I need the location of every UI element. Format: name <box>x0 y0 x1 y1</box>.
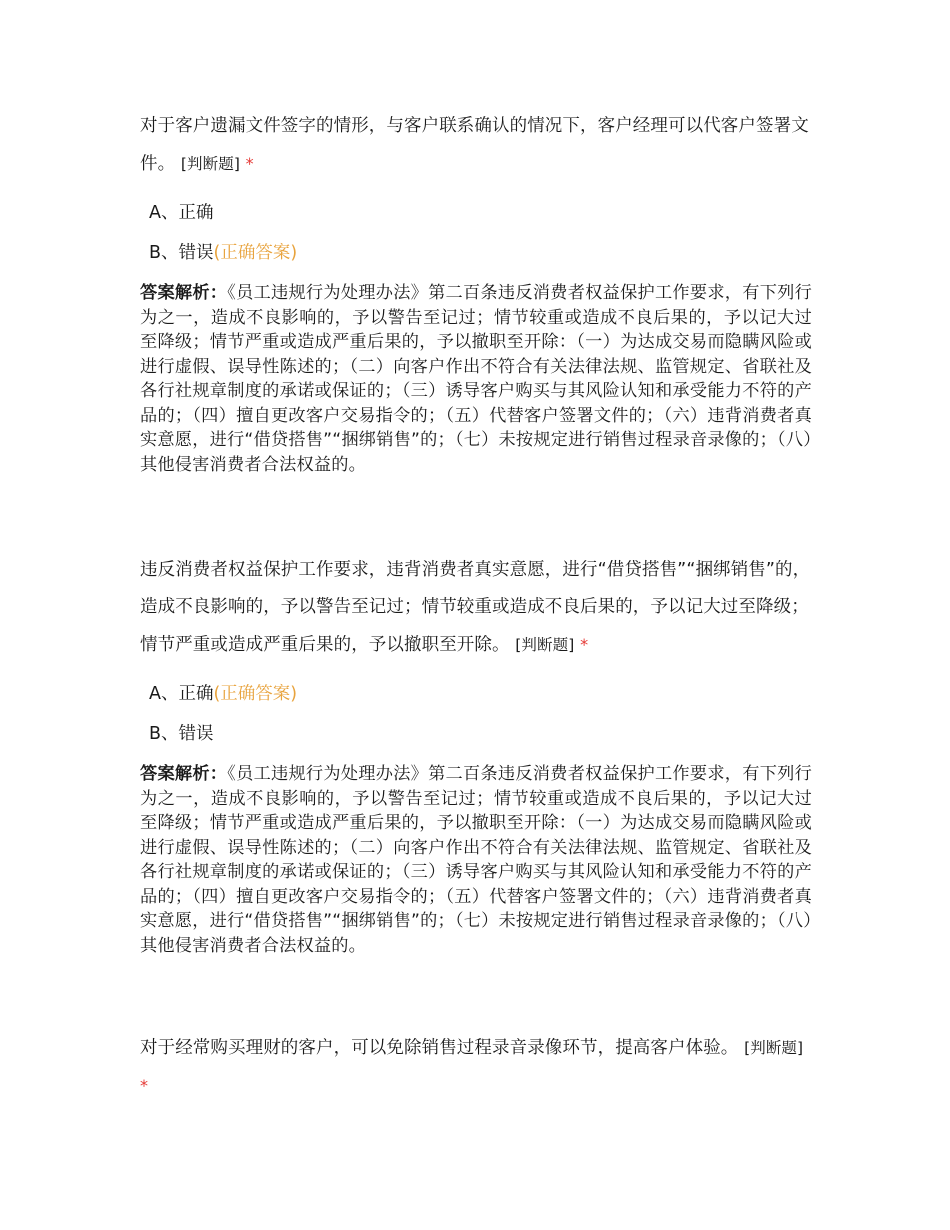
answer-analysis <box>140 281 812 477</box>
question-2 <box>140 552 812 958</box>
question-text: 违反消费者权益保护工作要求，违背消费者真实意愿，进行“借贷搭售”“捆绑销售”的，造成不良影响的，予以警告至记过；情节较重或造成不良后果的，予以记大过至降级；情节严重或造成严重后果的，予以撤职至开除。 <box>140 560 811 655</box>
option-b[interactable] <box>140 233 812 273</box>
question-type: [判断题] <box>515 636 575 654</box>
question-stem <box>140 552 812 664</box>
question-text: 对于客户遗漏文件签字的情形，与客户联系确认的情况下，客户经理可以代客户签署文件。 <box>140 116 809 174</box>
option-label: B、错误 <box>149 243 214 263</box>
question-3 <box>140 1030 812 1105</box>
correct-answer-tag: (正确答案) <box>213 684 298 704</box>
analysis-label: 答案解析： <box>140 764 228 784</box>
analysis-text: 《员工违规行为处理办法》第二百条违反消费者权益保护工作要求，有下列行为之一，造成不良影响的，予以警告至记过；情节较重或造成不良后果的，予以记大过至降级；情节严重或造成严重后果的，予以撤职至开除：（一）为达成交易而隐瞒风险或进行虚假、误导性陈述的；（二）向客户作出不符合有关法律法规、监管规定、省联社及各行社规章制度的承诺或保证的；（三）诱导客户购买与其风险认知和承受能力不符的产品的；（四）擅自更改客户交易指令的；（五）代替客户签署文件的；（六）违背消费者真实意愿，进行“借贷搭售”“捆绑销售”的；（七）未按规定进行销售过程录音录像的；（八）其他侵害消费者合法权益的。 <box>140 283 812 475</box>
analysis-label: 答案解析： <box>140 283 228 303</box>
option-label: A、正确 <box>149 203 214 223</box>
required-mark: * <box>140 1076 149 1095</box>
correct-answer-tag: (正确答案) <box>213 243 298 263</box>
required-mark: * <box>245 154 254 173</box>
options-list <box>140 674 812 754</box>
analysis-text: 《员工违规行为处理办法》第二百条违反消费者权益保护工作要求，有下列行为之一，造成不良影响的，予以警告至记过；情节较重或造成不良后果的，予以记大过至降级；情节严重或造成严重后果的，予以撤职至开除：（一）为达成交易而隐瞒风险或进行虚假、误导性陈述的；（二）向客户作出不符合有关法律法规、监管规定、省联社及各行社规章制度的承诺或保证的；（三）诱导客户购买与其风险认知和承受能力不符的产品的；（四）擅自更改客户交易指令的；（五）代替客户签署文件的；（六）违背消费者真实意愿，进行“借贷搭售”“捆绑销售”的；（七）未按规定进行销售过程录音录像的；（八）其他侵害消费者合法权益的。 <box>140 764 812 956</box>
required-mark: * <box>580 635 589 654</box>
option-a[interactable] <box>140 674 812 714</box>
option-label: B、错误 <box>149 724 214 744</box>
question-stem <box>140 108 812 183</box>
question-text: 对于经常购买理财的客户，可以免除销售过程录音录像环节，提高客户体验。 <box>140 1038 739 1058</box>
question-stem <box>140 1030 812 1105</box>
answer-analysis <box>140 762 812 958</box>
option-label: A、正确 <box>149 684 214 704</box>
question-type: [判断题] <box>744 1039 804 1057</box>
option-a[interactable] <box>140 193 812 233</box>
question-1 <box>140 108 812 477</box>
option-b[interactable] <box>140 714 812 754</box>
options-list <box>140 193 812 273</box>
question-type: [判断题] <box>180 155 240 173</box>
